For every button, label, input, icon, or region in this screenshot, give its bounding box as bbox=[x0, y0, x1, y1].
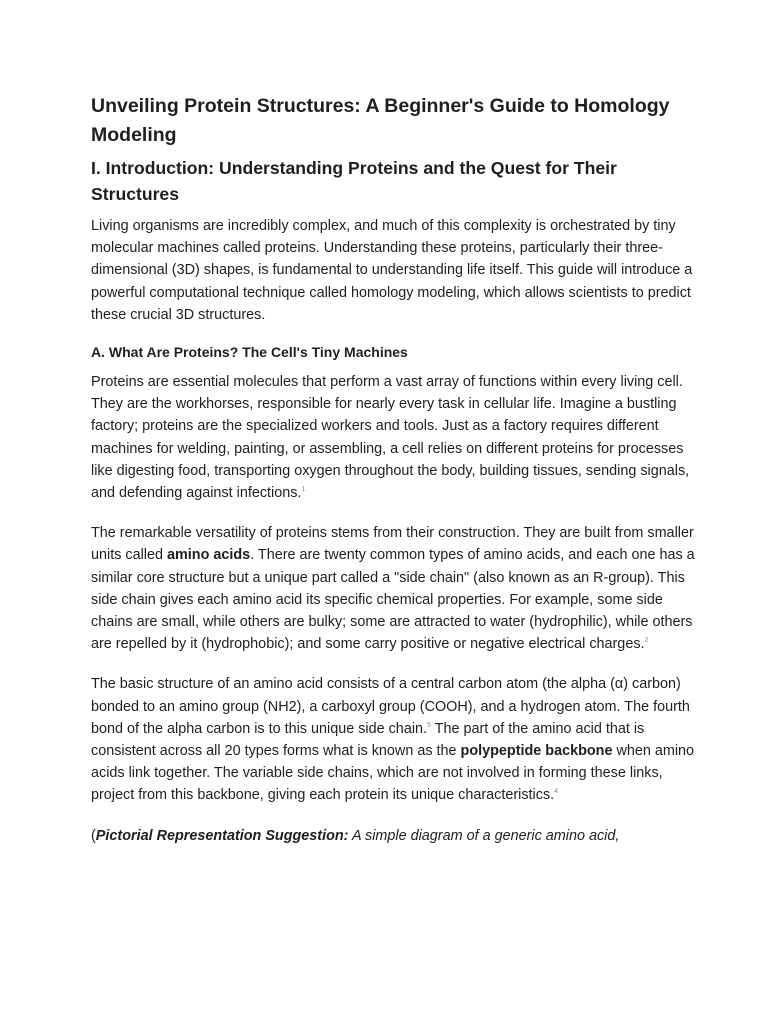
paragraph-text: The basic structure of an amino acid consists of a central carbon atom (the alpha (α) carbon) bonded to an amino group (NH2), a carboxyl group (COOH), and a hydrogen atom. The fourth bond of the alpha carbon is to this unique side chain. bbox=[91, 676, 690, 737]
footnote-ref[interactable]: 1 bbox=[301, 486, 306, 494]
bold-term-polypeptide-backbone: polypeptide backbone bbox=[460, 743, 613, 760]
paragraph-text: when amino acids link together. The variable side chains, which are not involved in forming these links, project from this backbone, giving each protein its unique characteristics. bbox=[91, 743, 695, 804]
paragraph-text: . There are twenty common types of amino acids, and each one has a similar core structure but a unique part called a "side chain" (also known as an R-group). This side chain gives each amino acid its specific chemical properties. For example, some side chains are small, while others are bulky; some are attracted to water (hydrophilic), while others are repelled by it (hydrophobic); and some carry positive or negative electrical charges. bbox=[91, 547, 695, 653]
subsection-heading-what-are-proteins: A. What Are Proteins? The Cell's Tiny Machines bbox=[91, 344, 408, 361]
italic-text: A simple diagram of a generic amino acid, bbox=[348, 827, 620, 844]
bold-term-amino-acids: amino acids bbox=[167, 547, 251, 564]
paragraph-text: The part of the amino acid that is consistent across all 20 types forms what is known as the bbox=[91, 720, 645, 760]
paragraph-proteins-functions bbox=[91, 371, 696, 504]
document-title: Unveiling Protein Structures: A Beginner's Guide to Homology Modeling bbox=[91, 95, 670, 146]
paragraph-pictorial-suggestion bbox=[91, 825, 696, 847]
paragraph-text: Proteins are essential molecules that perform a vast array of functions within every living cell. They are the workhorses, responsible for nearly every task in cellular life. Imagine a bustling factory; proteins are the specialized workers and tools. Just as a factory requires different machines for welding, painting, or assembling, a cell relies on different proteins for processes like digesting food, transporting oxygen throughout the body, building tissues, sending signals, and defending against infections. bbox=[91, 374, 690, 502]
section-heading-introduction: I. Introduction: Understanding Proteins and the Quest for Their Structures bbox=[91, 158, 617, 204]
bold-italic-label: Pictorial Representation Suggestion: bbox=[95, 827, 349, 844]
open-paren: ( bbox=[91, 827, 96, 844]
paragraph-text: The remarkable versatility of proteins stems from their construction. They are built from smaller units called bbox=[91, 525, 694, 564]
footnote-ref[interactable]: 4 bbox=[554, 788, 559, 796]
footnote-ref[interactable]: 5 bbox=[427, 722, 431, 730]
footnote-ref[interactable]: 2 bbox=[644, 637, 649, 645]
paragraph-amino-acid-structure bbox=[91, 673, 696, 806]
intro-paragraph: Living organisms are incredibly complex, and much of this complexity is orchestrated by tiny molecular machines called proteins. Understanding these proteins, particularly their three-dimensional (3D) shapes, is fundamental to understanding life itself. This guide will introduce a powerful computational technique called homology modeling, which allows scientists to predict these crucial 3D structures. bbox=[91, 218, 693, 323]
paragraph-amino-acids bbox=[91, 522, 696, 655]
